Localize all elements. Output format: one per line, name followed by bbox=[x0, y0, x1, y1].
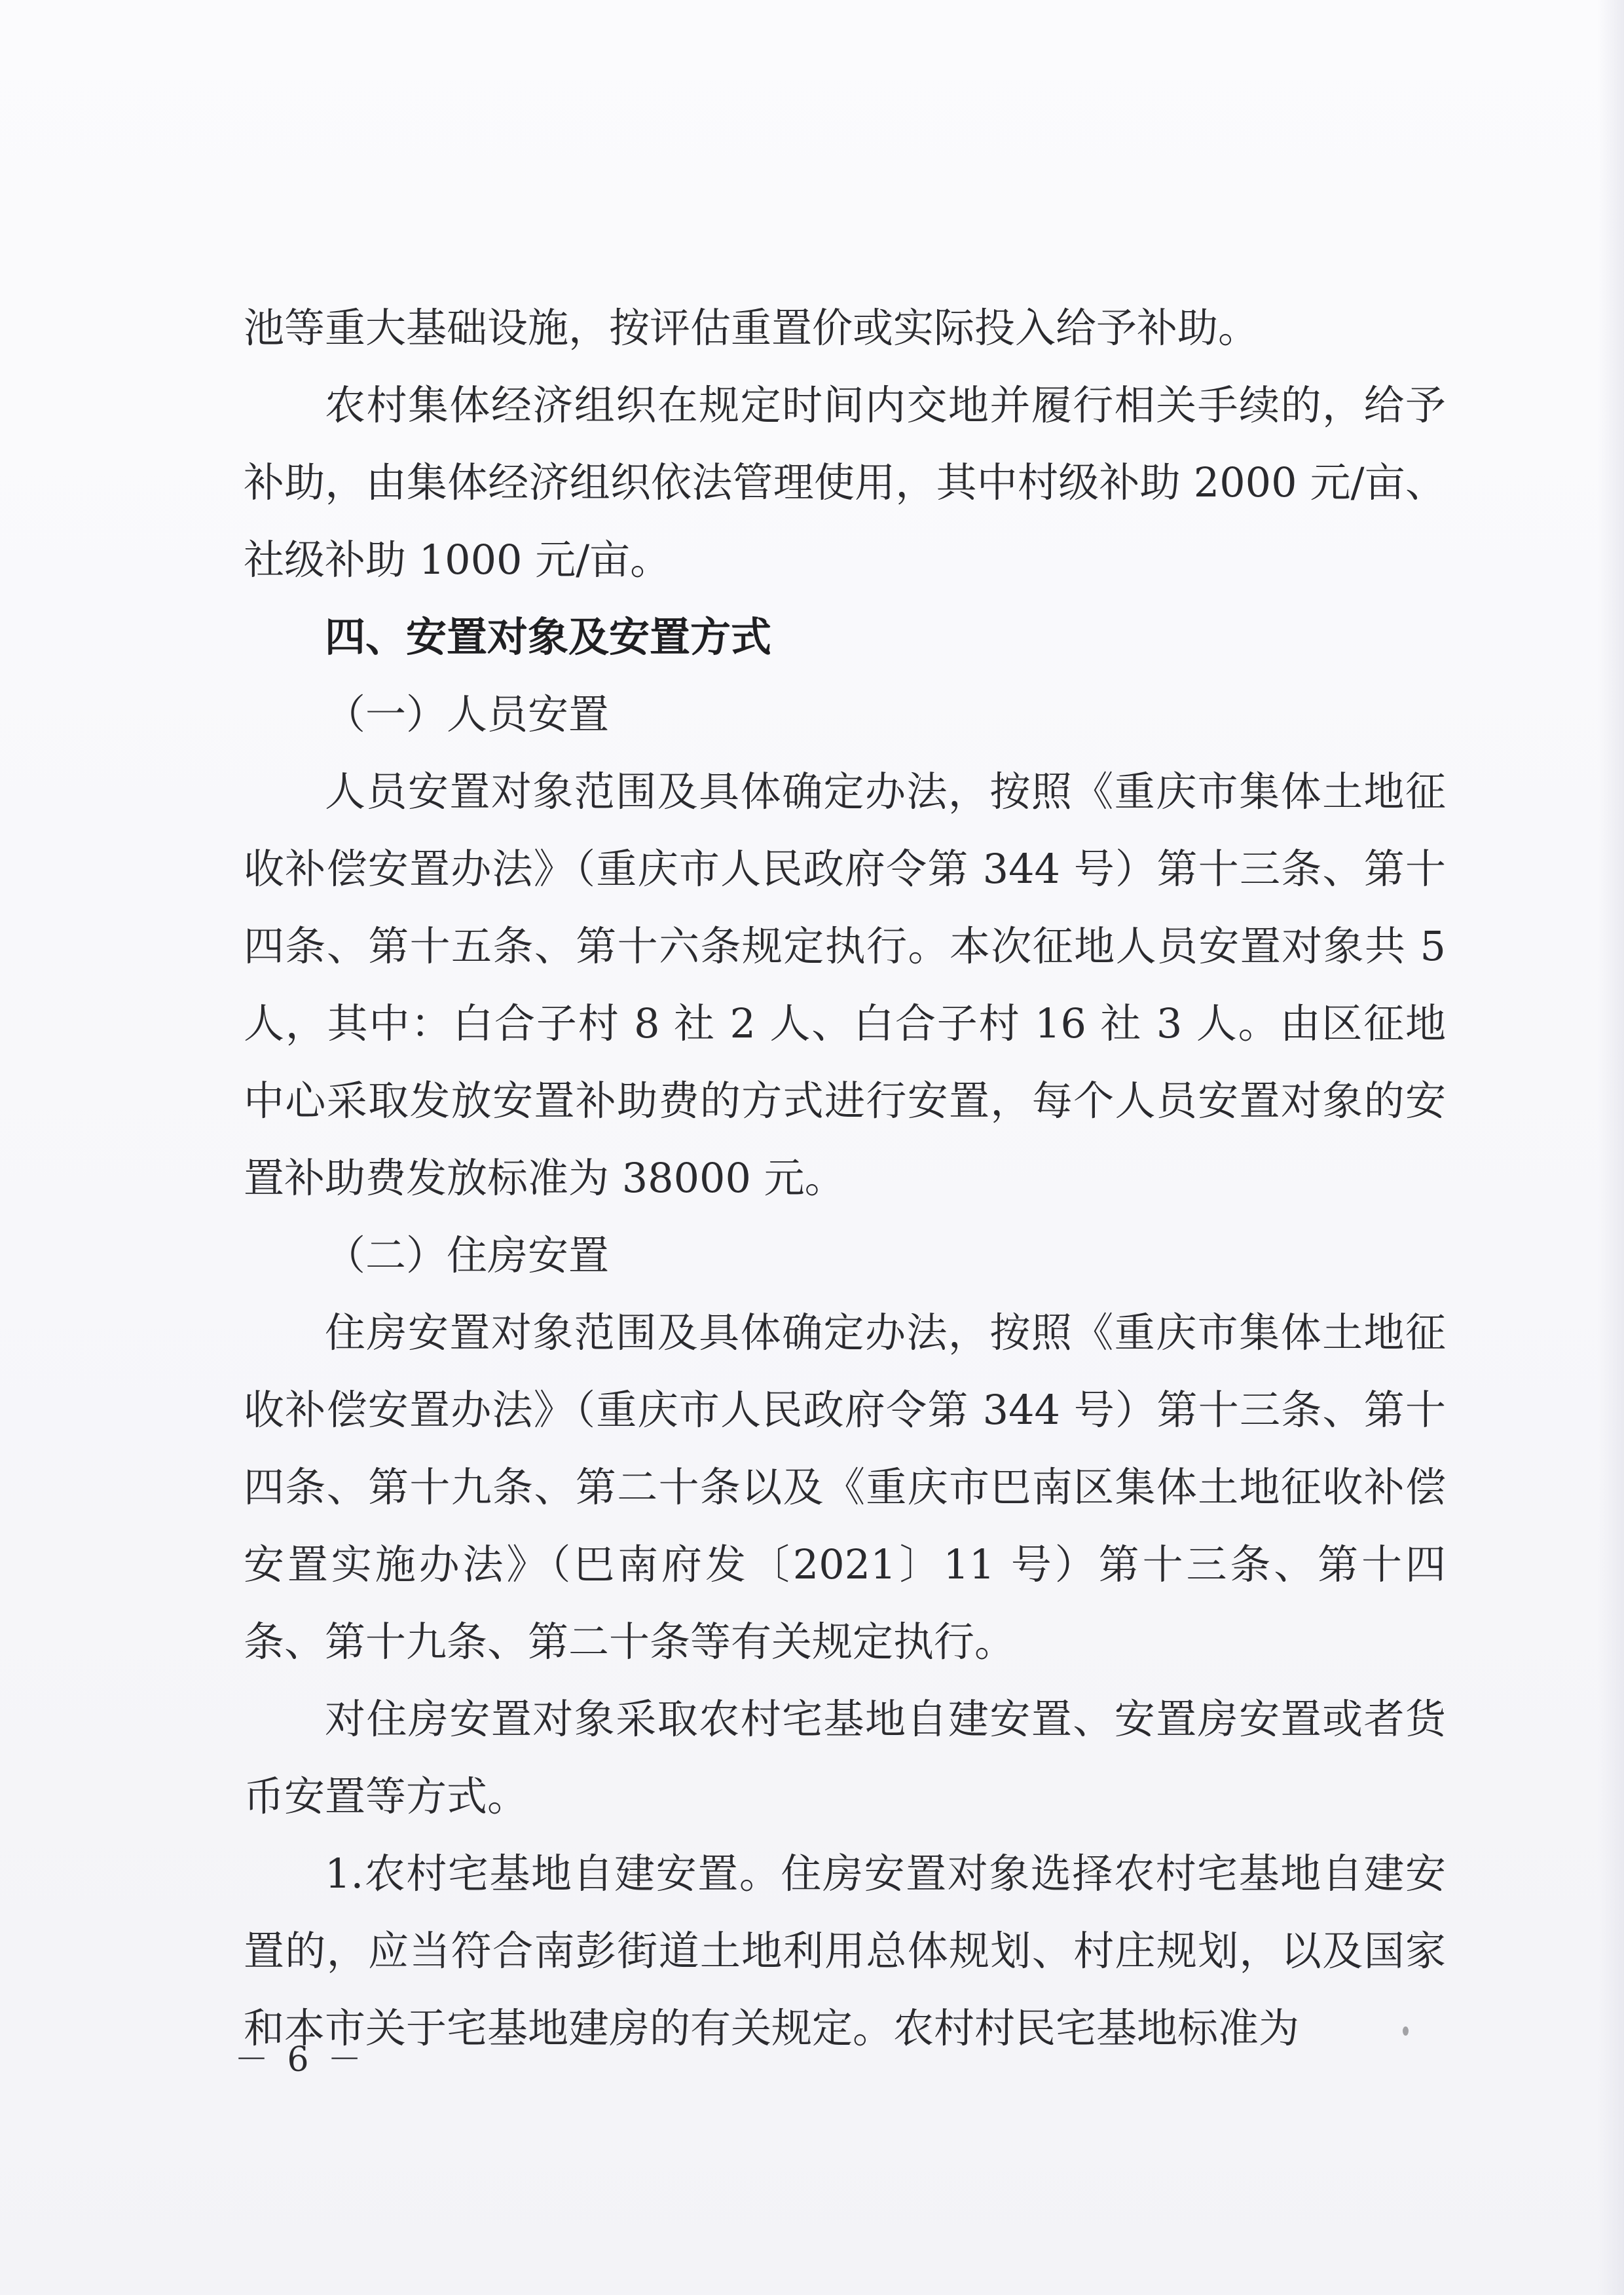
paragraph-collective-subsidy: 农村集体经济组织在规定时间内交地并履行相关手续的，给予补助，由集体经济组织依法管理使用，其中村级补助 2000 元/亩、社级补助 1000 元/亩。 bbox=[244, 381, 1446, 584]
document-body bbox=[244, 289, 1446, 2067]
subheading-personnel: （一）人员安置 bbox=[325, 690, 610, 738]
paragraph-housing-methods: 对住房安置对象采取农村宅基地自建安置、安置房安置或者货币安置等方式。 bbox=[244, 1695, 1446, 1820]
paragraph-continuation: 池等重大基础设施，按评估重置价或实际投入给予补助。 bbox=[244, 304, 1259, 352]
paragraph-personnel-placement: 人员安置对象范围及具体确定办法，按照《重庆市集体土地征收补偿安置办法》（重庆市人民政府令第 344 号）第十三条、第十四条、第十五条、第十六条规定执行。本次征地人员安置对象共 5 人，其中：白合子村 8 社 2 人、白合子村 16 社 3 人。由区征地中心采取发放安置补助费的方式进行安置，每个人员安置对象的安置补助费发放标准为 38000 元。 bbox=[244, 768, 1446, 1202]
subheading-housing: （二）住房安置 bbox=[325, 1231, 610, 1279]
paragraph-homestead-self-build: 1.农村宅基地自建安置。住房安置对象选择农村宅基地自建安置的，应当符合南彭街道土地利用总体规划、村庄规划，以及国家和本市关于宅基地建房的有关规定。农村村民宅基地标准为 bbox=[244, 1850, 1446, 2052]
paragraph-housing-placement: 住房安置对象范围及具体确定办法，按照《重庆市集体土地征收补偿安置办法》（重庆市人民政府令第 344 号）第十三条、第十四条、第十九条、第二十条以及《重庆市巴南区集体土地征收补偿安置实施办法》（巴南府发〔2021〕11 号）第十三条、第十四条、第十九条、第二十条等有关规定执行。 bbox=[244, 1309, 1446, 1666]
scan-speck bbox=[1403, 2026, 1409, 2036]
section-heading: 四、安置对象及安置方式 bbox=[325, 613, 772, 661]
page-number: － 6 － bbox=[234, 2040, 366, 2080]
